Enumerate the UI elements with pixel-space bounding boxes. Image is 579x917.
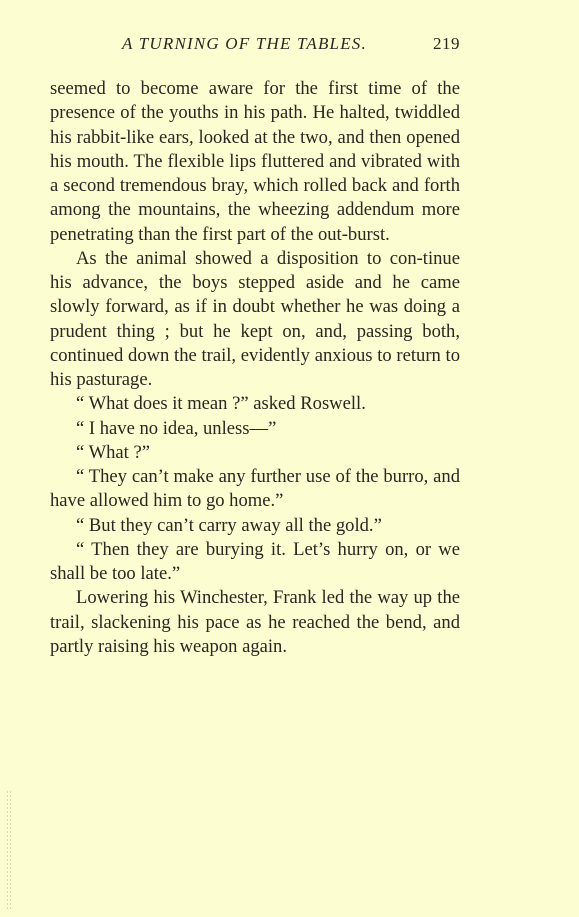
paragraph: Lowering his Winchester, Frank led the way up the trail, slackening his pace as he reached the bend, and partly raising his weapon again. <box>50 587 460 657</box>
paragraph: seemed to become aware for the first time of the presence of the youths in his path. He halted, twiddled his rabbit-like ears, looked at the two, and then opened his mouth. The flexible lips fluttered and vibrated with a second tremendous bray, which rolled back and forth among the mountains, the wheezing addendum more penetrating than the first part of the out-burst. <box>50 78 460 245</box>
dialogue-line: “ But they can’t carry away all the gold.” <box>76 514 382 536</box>
paragraph: As the animal showed a disposition to con-tinue his advance, the boys stepped aside and he came slowly forward, as if in doubt whether he was doing a prudent thing ; but he kept on, and, passing both, continued down the trail, evidently anxious to return to his pasturage. <box>50 247 460 390</box>
dialogue-line: “ They can’t make any further use of the burro, and have allowed him to go home.” <box>50 466 460 512</box>
dialogue-line: “ What ?” <box>76 441 150 463</box>
dialogue-line: “ Then they are burying it. Let’s hurry on, or we shall be too late.” <box>50 538 460 584</box>
running-head: A TURNING OF THE TABLES. <box>122 34 367 53</box>
page-number: 219 <box>433 34 460 53</box>
page-edge-texture <box>6 790 12 910</box>
body-text <box>50 77 460 659</box>
dialogue-line: “ I have no idea, unless—” <box>76 417 277 439</box>
page-header <box>50 34 460 56</box>
dialogue-line: “ What does it mean ?” asked Roswell. <box>76 393 366 415</box>
